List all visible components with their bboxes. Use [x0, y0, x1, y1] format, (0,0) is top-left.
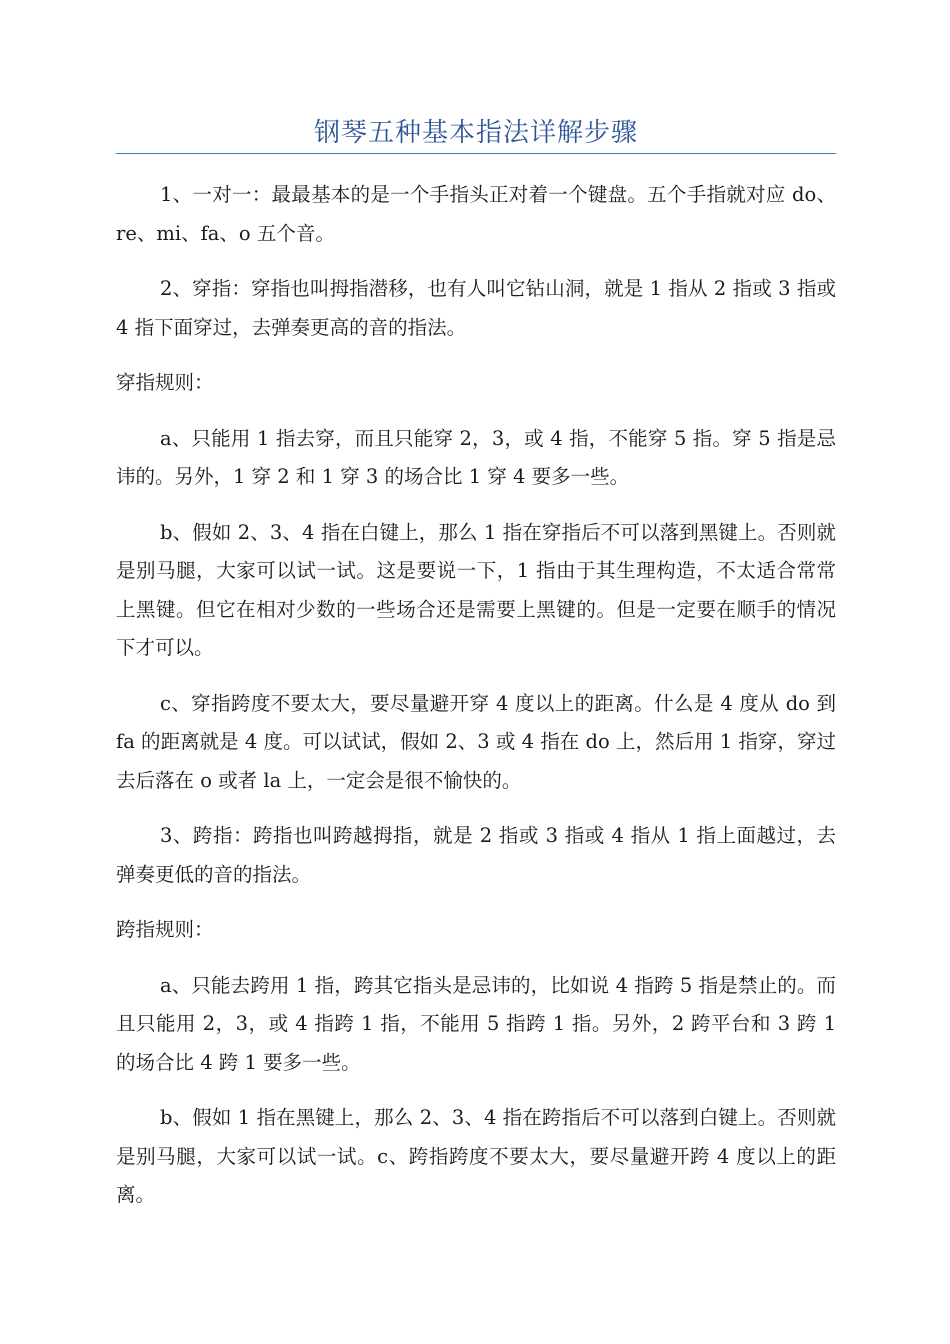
- paragraph-finger-over-rule-b: b、假如 1 指在黑键上，那么 2、3、4 指在跨指后不可以落到白键上。否则就是别马腿，大家可以试一试。c、跨指跨度不要太大，要尽量避开跨 4 度以上的距离。: [116, 1106, 836, 1206]
- paragraph-finger-over: 3、跨指：跨指也叫跨越拇指，就是 2 指或 3 指或 4 指从 1 指上面越过，去弹奏更低的音的指法。: [116, 824, 836, 886]
- heading-thumb-under-rules: 穿指规则：: [116, 371, 214, 394]
- title-underline: [116, 153, 836, 154]
- paragraph-one-to-one: 1、一对一：最最基本的是一个手指头正对着一个键盘。五个手指就对应 do、re、mi、fa、o 五个音。: [116, 183, 836, 245]
- paragraph-finger-over-rule-a: a、只能去跨用 1 指，跨其它指头是忌讳的，比如说 4 指跨 5 指是禁止的。而且只能用 2，3，或 4 指跨 1 指，不能用 5 指跨 1 指。另外，2 跨平台和 3 跨 1 的场合比 4 跨 1 要多一些。: [116, 973, 836, 1074]
- page-title: 钢琴五种基本指法详解步骤: [313, 118, 638, 148]
- paragraph-thumb-under-rule-b: b、假如 2、3、4 指在白键上，那么 1 指在穿指后不可以落到黑键上。否则就是别马腿，大家可以试一试。这是要说一下，1 指由于其生理构造，不太适合常常上黑键。但它在相对少数的一些场合还是需要上黑键的。但是一定要在顺手的情况下才可以。: [116, 520, 836, 659]
- paragraph-thumb-under-rule-c: c、穿指跨度不要太大，要尽量避开穿 4 度以上的距离。什么是 4 度从 do 到 fa 的距离就是 4 度。可以试试，假如 2、3 或 4 指在 do 上，然后用 1 指穿，穿过去后落在 o 或者 la 上，一定会是很不愉快的。: [116, 691, 836, 792]
- document-body: [116, 176, 836, 1232]
- paragraph-thumb-under: 2、穿指：穿指也叫拇指潜移，也有人叫它钻山洞，就是 1 指从 2 指或 3 指或 4 指下面穿过，去弹奏更高的音的指法。: [116, 277, 836, 339]
- heading-finger-over-rules: 跨指规则：: [116, 918, 214, 941]
- paragraph-thumb-under-rule-a: a、只能用 1 指去穿，而且只能穿 2，3，或 4 指，不能穿 5 指。穿 5 指是忌讳的。另外，1 穿 2 和 1 穿 3 的场合比 1 穿 4 要多一些。: [116, 426, 836, 488]
